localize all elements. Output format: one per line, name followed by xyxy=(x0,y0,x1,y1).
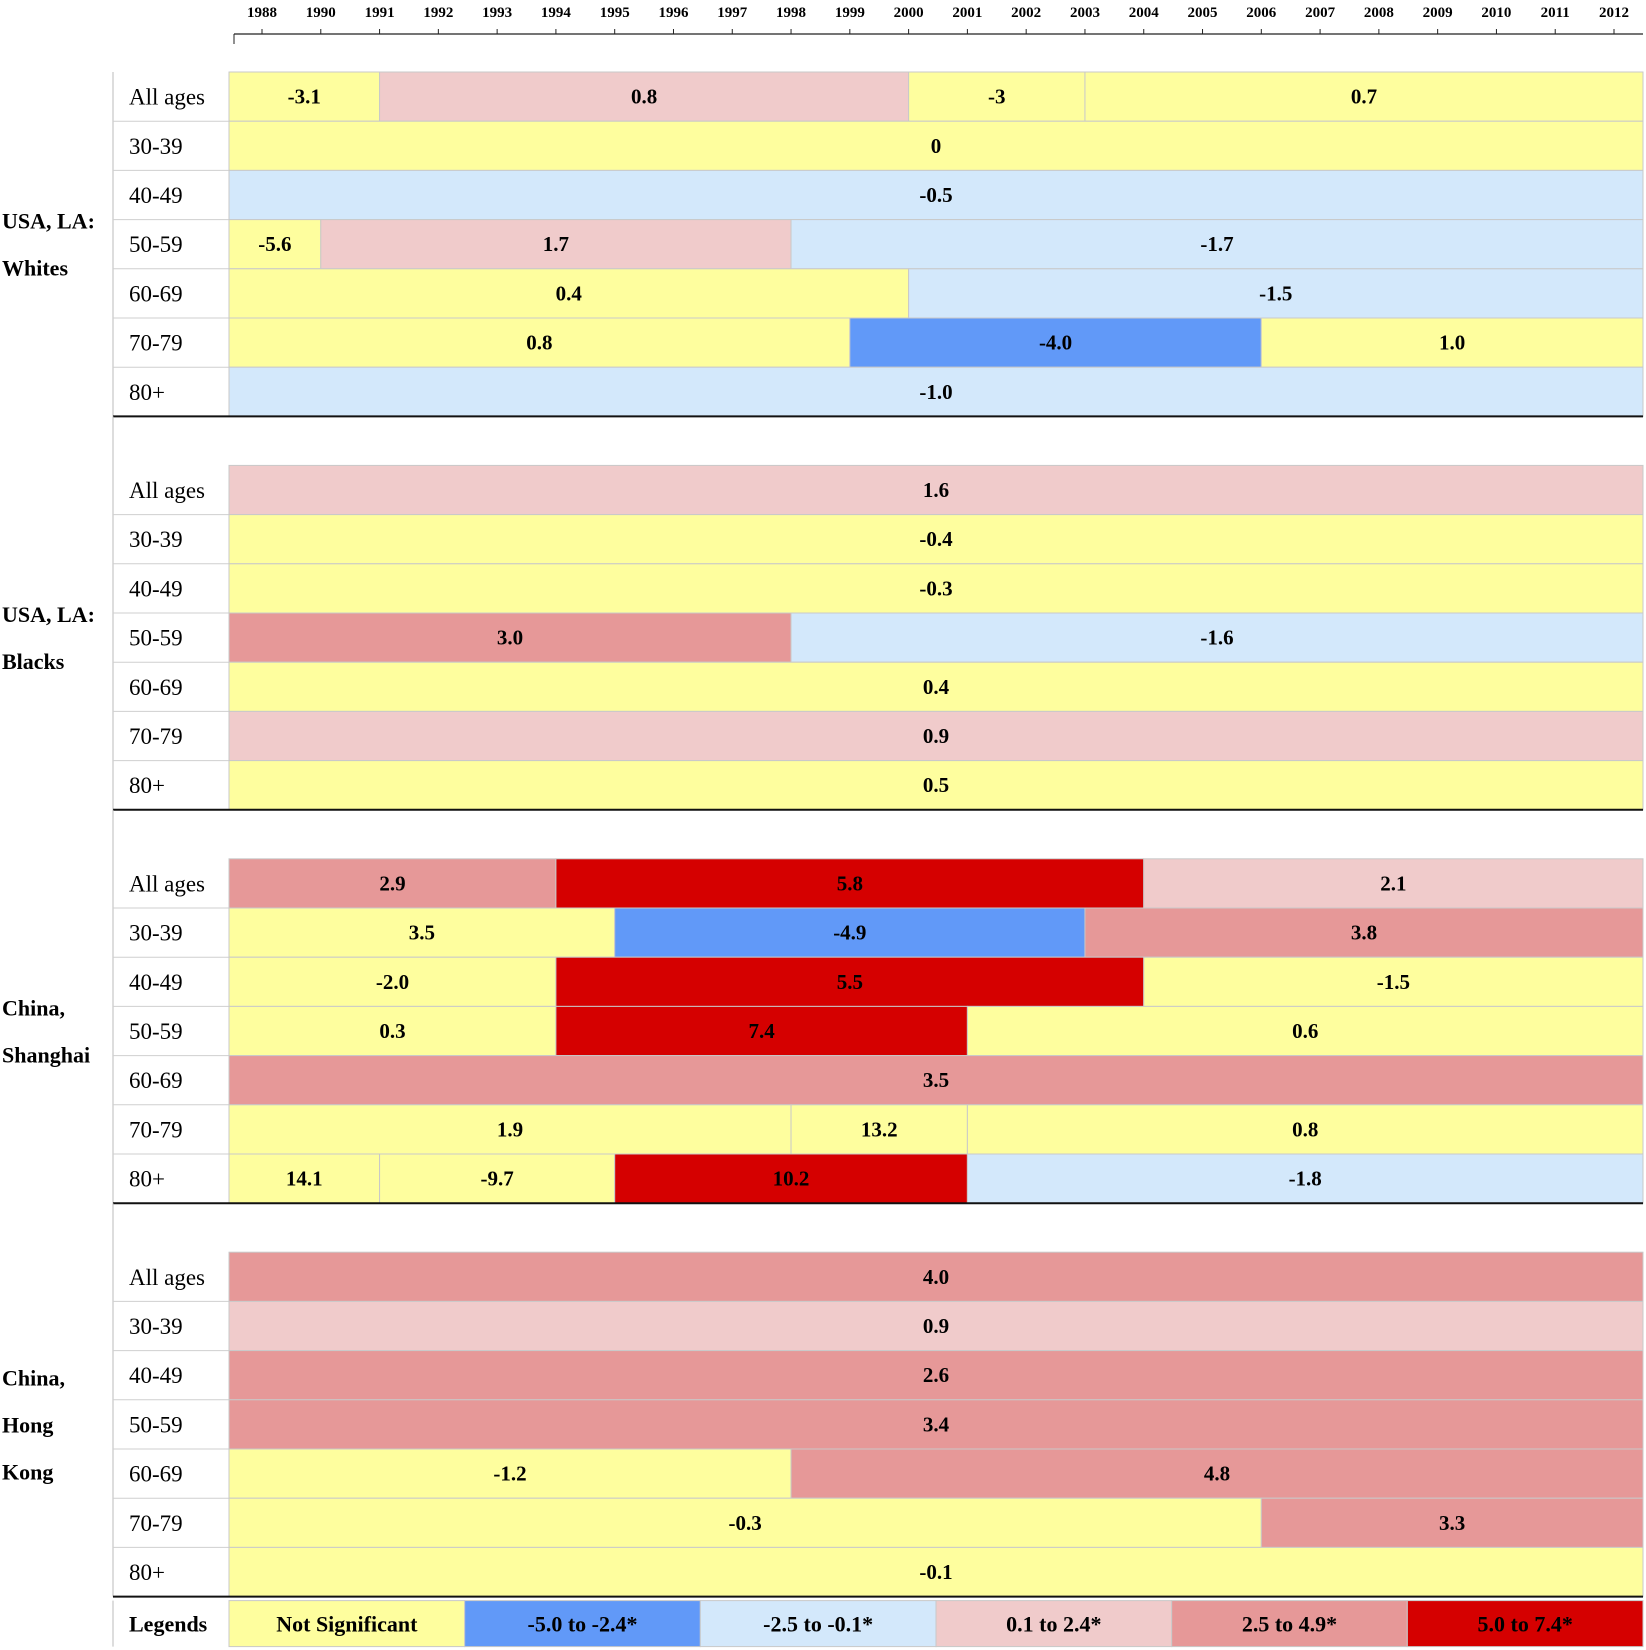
year-tick-label: 2003 xyxy=(1069,5,1100,21)
segment-value: 1.0 xyxy=(1439,330,1466,355)
age-label: 70-79 xyxy=(129,1117,183,1143)
segment-value: -4.0 xyxy=(1038,330,1073,355)
group-label: China, xyxy=(2,1365,65,1391)
segment-value: 4.8 xyxy=(1203,1461,1231,1486)
table-row xyxy=(113,1056,1643,1105)
year-tick-label: 2008 xyxy=(1363,5,1394,21)
age-label: 40-49 xyxy=(129,969,183,995)
table-row xyxy=(113,1351,1643,1400)
segment-value: 4.0 xyxy=(922,1264,950,1289)
group-label: Shanghai xyxy=(2,1042,91,1068)
year-tick-label: 1997 xyxy=(717,5,748,21)
segment-value: 2.6 xyxy=(922,1363,950,1388)
age-label: 40-49 xyxy=(129,183,183,208)
table-row xyxy=(113,1154,1643,1203)
age-label: 60-69 xyxy=(129,1068,183,1094)
table-row xyxy=(113,1006,1643,1055)
age-label: 50-59 xyxy=(129,625,183,651)
group-label: USA, LA: xyxy=(2,208,95,234)
table-row xyxy=(113,1301,1643,1350)
segment-value: -1.0 xyxy=(919,379,953,404)
table-row xyxy=(113,465,1643,514)
segment-value: -0.4 xyxy=(919,527,953,552)
age-label: 70-79 xyxy=(129,330,183,356)
age-label: 50-59 xyxy=(129,232,183,258)
segment-value: -1.5 xyxy=(1259,281,1293,306)
segment-value: 0.8 xyxy=(630,84,658,109)
segment-value: 1.6 xyxy=(922,478,950,502)
table-row xyxy=(113,1400,1643,1449)
legend-item-label: 2.5 to 4.9* xyxy=(1241,1611,1338,1637)
segment-value: -1.5 xyxy=(1376,969,1410,994)
legend-title: Legends xyxy=(129,1611,208,1637)
age-label: 80+ xyxy=(129,1560,165,1585)
age-label: 30-39 xyxy=(129,1314,183,1339)
segment-value: 10.2 xyxy=(772,1166,810,1191)
segment-value: 5.5 xyxy=(836,969,863,994)
age-label: All ages xyxy=(129,84,206,110)
group-label: Kong xyxy=(2,1459,54,1485)
legend-item-label: -2.5 to -0.1* xyxy=(763,1611,874,1637)
table-row xyxy=(113,711,1643,760)
segment-value: -3.1 xyxy=(287,84,321,109)
segment-value: -2.0 xyxy=(375,969,410,994)
segment-value: -0.3 xyxy=(728,1510,762,1535)
segment-value: 3.8 xyxy=(1350,920,1378,945)
year-tick-label: 2010 xyxy=(1481,5,1512,21)
legend-item-label: -5.0 to -2.4* xyxy=(527,1611,638,1637)
year-tick-label: 2005 xyxy=(1187,5,1218,21)
age-label: 50-59 xyxy=(129,1019,183,1044)
segment-value: -0.3 xyxy=(919,576,953,601)
age-label: 60-69 xyxy=(129,674,183,700)
segment-value: 0.5 xyxy=(922,773,950,798)
segment-value: 13.2 xyxy=(860,1117,898,1142)
table-row xyxy=(113,908,1643,957)
year-tick-label: 1994 xyxy=(540,5,571,21)
segment-value: 0.9 xyxy=(922,1314,950,1338)
segment-value: 3.5 xyxy=(922,1068,950,1093)
segment-value: 1.7 xyxy=(542,232,570,257)
year-tick-label: 2009 xyxy=(1422,5,1453,21)
table-row xyxy=(113,1547,1643,1596)
group-block xyxy=(2,416,1643,809)
year-tick-label: 1991 xyxy=(364,5,395,21)
segment-value: -3 xyxy=(988,84,1006,109)
segment-value: 7.4 xyxy=(748,1019,775,1043)
segment-value: -0.5 xyxy=(919,183,953,207)
age-label: 40-49 xyxy=(129,576,183,602)
group-label: China, xyxy=(2,995,65,1021)
legend-item-label: 0.1 to 2.4* xyxy=(1006,1611,1102,1637)
legend-item-label: Not Significant xyxy=(276,1611,418,1637)
table-row xyxy=(113,367,1643,416)
group-block xyxy=(2,810,1643,1203)
segment-value: -4.9 xyxy=(833,920,867,945)
year-tick-label: 2006 xyxy=(1246,5,1277,21)
year-tick-label: 2012 xyxy=(1599,5,1629,21)
table-row xyxy=(113,72,1643,121)
table-row xyxy=(113,564,1643,613)
age-label: 40-49 xyxy=(129,1363,183,1389)
table-row xyxy=(113,515,1643,564)
year-tick-label: 1992 xyxy=(423,5,454,21)
segment-value: -1.7 xyxy=(1200,232,1234,257)
year-tick-label: 1990 xyxy=(305,5,336,21)
segment-value: 0.4 xyxy=(922,674,950,699)
table-row xyxy=(113,613,1643,662)
segment-value: -1.8 xyxy=(1288,1166,1322,1191)
segment-value: -5.6 xyxy=(258,232,292,257)
segment-value: 0 xyxy=(930,133,942,158)
group-label: USA, LA: xyxy=(2,602,95,628)
group-block xyxy=(2,1203,1643,1596)
year-tick-label: 2004 xyxy=(1128,5,1159,21)
table-row xyxy=(113,957,1643,1006)
segment-value: 2.9 xyxy=(379,871,406,896)
segment-value: 3.4 xyxy=(922,1412,950,1437)
year-tick-label: 2011 xyxy=(1540,5,1570,21)
segment-value: 0.8 xyxy=(526,330,553,355)
segment-value: 3.0 xyxy=(496,625,524,650)
table-row xyxy=(113,761,1643,810)
segment-value: 3.5 xyxy=(408,920,435,945)
table-row xyxy=(113,318,1643,367)
segment-value: 3.3 xyxy=(1439,1510,1466,1535)
segment-value: 2.1 xyxy=(1380,871,1407,896)
table-row xyxy=(113,859,1643,908)
year-tick-label: 2001 xyxy=(952,5,983,21)
age-label: 30-39 xyxy=(129,920,183,946)
table-row xyxy=(113,121,1643,170)
segment-value: -9.7 xyxy=(480,1166,514,1191)
table-row xyxy=(113,1252,1643,1301)
age-label: 80+ xyxy=(129,773,165,799)
year-tick-label: 2002 xyxy=(1011,5,1042,21)
age-label: 80+ xyxy=(129,379,165,405)
year-tick-label: 1998 xyxy=(776,5,807,21)
segment-value: 0.9 xyxy=(922,724,950,748)
age-label: 80+ xyxy=(129,1166,165,1192)
table-row xyxy=(113,170,1643,219)
table-row xyxy=(113,1498,1643,1547)
year-tick-label: 1993 xyxy=(482,5,513,21)
segment-value: 0.8 xyxy=(1292,1117,1319,1142)
groups-table xyxy=(2,72,1643,1597)
segment-value: 0.4 xyxy=(555,281,582,306)
year-axis xyxy=(234,5,1643,44)
table-row xyxy=(113,662,1643,711)
age-label: 60-69 xyxy=(129,281,183,307)
group-label: Whites xyxy=(2,255,68,281)
table-row xyxy=(113,220,1643,269)
table-row xyxy=(113,1105,1643,1154)
segment-value: -0.1 xyxy=(919,1560,953,1584)
segment-value: 1.9 xyxy=(496,1117,524,1142)
group-block xyxy=(2,72,1643,416)
legend xyxy=(113,1601,1643,1647)
year-tick-label: 1999 xyxy=(834,5,865,21)
age-label: 50-59 xyxy=(129,1412,183,1438)
age-label: All ages xyxy=(129,871,206,897)
age-label: 30-39 xyxy=(129,527,183,553)
age-label: All ages xyxy=(129,478,206,503)
age-label: 70-79 xyxy=(129,724,183,749)
segment-value: 0.6 xyxy=(1292,1019,1319,1043)
age-label: 30-39 xyxy=(129,133,183,159)
segment-value: -1.2 xyxy=(493,1461,527,1486)
year-tick-label: 2007 xyxy=(1305,5,1336,21)
segment-value: 14.1 xyxy=(285,1166,323,1191)
segment-value: 5.8 xyxy=(836,871,863,896)
age-label: All ages xyxy=(129,1264,206,1290)
age-label: 70-79 xyxy=(129,1510,183,1536)
year-tick-label: 1995 xyxy=(599,5,630,21)
year-tick-label: 2000 xyxy=(893,5,924,21)
segment-value: 0.7 xyxy=(1350,84,1378,109)
segment-value: 0.3 xyxy=(379,1019,406,1043)
age-label: 60-69 xyxy=(129,1461,183,1487)
group-label: Blacks xyxy=(2,649,65,675)
segment-value: -1.6 xyxy=(1200,625,1234,650)
year-tick-label: 1996 xyxy=(658,5,689,21)
legend-item-label: 5.0 to 7.4* xyxy=(1477,1611,1573,1637)
year-tick-label: 1988 xyxy=(247,5,277,21)
table-row xyxy=(113,1449,1643,1498)
table-row xyxy=(113,269,1643,318)
group-label: Hong xyxy=(2,1412,54,1438)
